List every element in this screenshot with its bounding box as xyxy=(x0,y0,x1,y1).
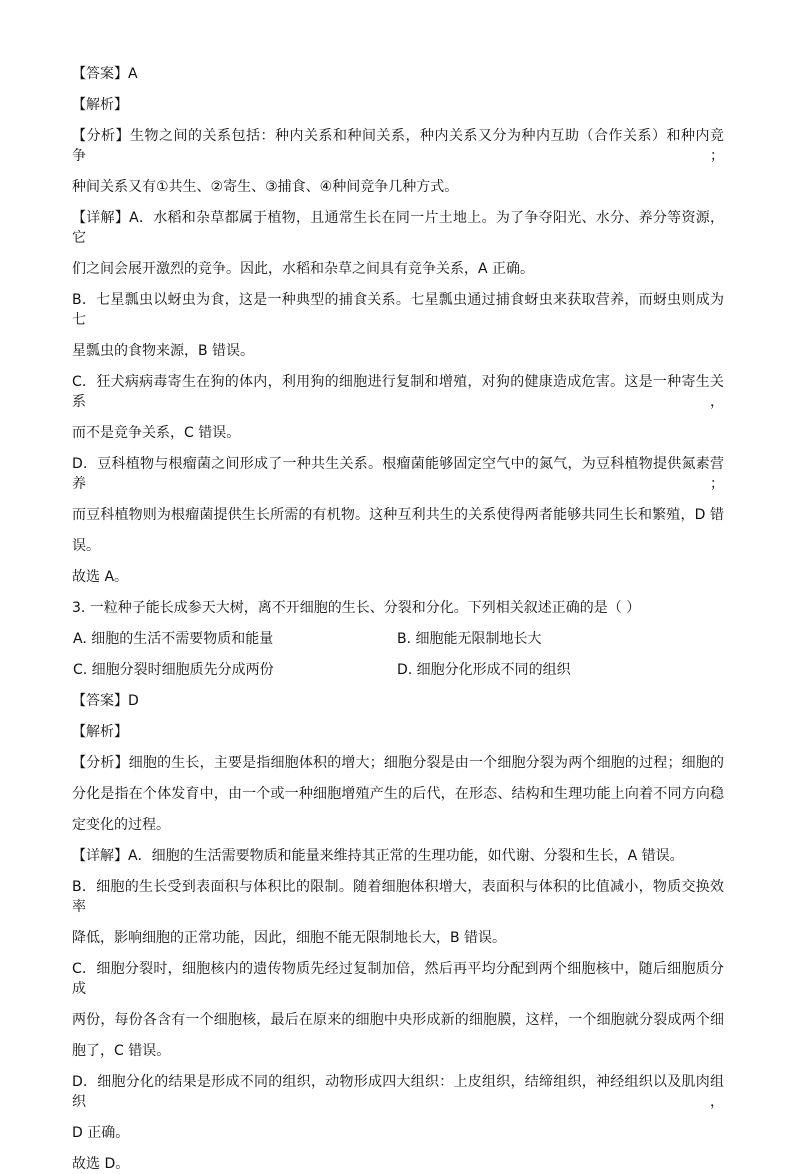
q2-xiangjie-line-3: B．七星瓢虫以蚜虫为食，这是一种典型的捕食关系。七星瓢虫通过捕食蚜虫来获取营养，而蚜虫则成为七 xyxy=(72,292,724,328)
q2-fenxi-line-2: 种间关系又有①共生、②寄生、③捕食、④种间竞争几种方式。 xyxy=(72,179,459,195)
q3-options-row-2 xyxy=(72,660,724,680)
q3-xiangjie-line-6: 胞了，C 错误。 xyxy=(72,1043,171,1059)
q3-xiangjie-line-7: D．细胞分化的结果是形成不同的组织，动物形成四大组织：上皮组织，结缔组织，神经组织以及肌肉组织， xyxy=(72,1074,724,1110)
q2-answer: 【答案】A xyxy=(72,66,138,82)
q2-xiangjie-line-2: 们之间会展开激烈的竞争。因此，水稻和杂草之间具有竞争关系，A 正确。 xyxy=(72,261,535,277)
q2-xiangjie-line-1: 【详解】A．水稻和杂草都属于植物，且通常生长在同一片土地上。为了争夺阳光、水分、养分等资源，它 xyxy=(72,210,724,246)
q3-xiangjie-line-3: 降低，影响细胞的正常功能，因此，细胞不能无限制地长大，B 错误。 xyxy=(72,930,507,946)
q3-xiangjie-line-4: C．细胞分裂时，细胞核内的遗传物质先经过复制加倍，然后再平均分配到两个细胞核中，随后细胞质分成 xyxy=(72,961,724,997)
q2-xiangjie-line-5: C．狂犬病病毒寄生在狗的体内，利用狗的细胞进行复制和增殖，对狗的健康造成危害。这是一种寄生关系， xyxy=(72,374,724,410)
q2-xiangjie-line-9: 误。 xyxy=(72,538,100,554)
q3-fenxi-line-2: 分化是指在个体发育中，由一个或一种细胞增殖产生的后代，在形态、结构和生理功能上向着不同方向稳 xyxy=(72,786,724,802)
q3-xiangjie-line-1: 【详解】A．细胞的生活需要物质和能量来维持其正常的生理功能，如代谢、分裂和生长，A 错误。 xyxy=(72,848,684,864)
q3-options-row-1 xyxy=(72,629,724,649)
q3-xiangjie-line-8: D 正确。 xyxy=(72,1125,130,1141)
q3-answer: 【答案】D xyxy=(72,693,139,709)
q3-option-a: A. 细胞的生活不需要物质和能量 xyxy=(73,631,274,647)
q3-fenxi-line-1: 【分析】细胞的生长，主要是指细胞体积的增大；细胞分裂是由一个细胞分裂为两个细胞的过程；细胞的 xyxy=(72,755,724,771)
q2-xiangjie-line-7: D．豆科植物与根瘤菌之间形成了一种共生关系。根瘤菌能够固定空气中的氮气，为豆科植物提供氮素营养； xyxy=(72,456,724,492)
q2-xiangjie-line-6: 而不是竞争关系，C 错误。 xyxy=(72,425,241,441)
q3-option-c: C. 细胞分裂时细胞质先分成两份 xyxy=(73,662,274,678)
document-page xyxy=(72,64,724,1174)
q3-stem: 3. 一粒种子能长成参天大树，离不开细胞的生长、分裂和分化。下列相关叙述正确的是（ ） xyxy=(72,600,641,616)
q2-choice: 故选 A。 xyxy=(72,569,129,585)
q3-option-d: D. 细胞分化形成不同的组织 xyxy=(397,662,571,678)
q3-xiangjie-line-5: 两份，每份各含有一个细胞核，最后在原来的细胞中央形成新的细胞膜，这样，一个细胞就分裂成两个细 xyxy=(72,1012,724,1028)
q3-analysis-label: 【解析】 xyxy=(72,724,128,740)
q3-fenxi-line-3: 定变化的过程。 xyxy=(72,817,170,833)
q3-option-b: B. 细胞能无限制地长大 xyxy=(397,631,542,647)
q2-fenxi-line-1: 【分析】生物之间的关系包括：种内关系和种间关系，种内关系又分为种内互助（合作关系）和种内竞争； xyxy=(72,128,724,164)
q2-analysis-label: 【解析】 xyxy=(72,97,128,113)
q2-xiangjie-line-8: 而豆科植物则为根瘤菌提供生长所需的有机物。这种互利共生的关系使得两者能够共同生长和繁殖，D 错 xyxy=(72,507,724,523)
q3-choice: 故选 D。 xyxy=(72,1156,130,1172)
q3-xiangjie-line-2: B．细胞的生长受到表面积与体积比的限制。随着细胞体积增大，表面积与体积的比值减小，物质交换效率 xyxy=(72,879,724,915)
q2-xiangjie-line-4: 星瓢虫的食物来源，B 错误。 xyxy=(72,343,255,359)
